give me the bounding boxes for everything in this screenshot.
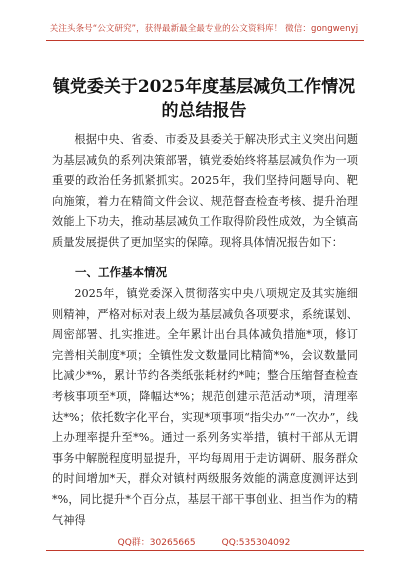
footer-contact xyxy=(0,535,408,548)
header-banner: 关注头条号“公文研究”，获得最新最全最专业的公文资料库！ 微信：gongwenyj xyxy=(49,24,359,34)
footer-qq: QQ:535304092 xyxy=(221,538,291,548)
section1-heading: 一、工作基本情况 xyxy=(75,265,167,279)
header-divider xyxy=(46,40,364,41)
document-title-line2: 的总结报告 xyxy=(161,101,247,121)
document-title-line1: 镇党委关于2025年度基层减负工作情况 xyxy=(52,77,356,97)
footer-qq-group: QQ群：30265665 xyxy=(117,538,196,548)
section1-paragraph: 2025年，镇党委深入贯彻落实中央八项规定及其实施细则精神，严格对标对表上级为基层减负各项要求，系统谋划、周密部署、扎实推进。全年累计出台具体减负措施*项，修订完善相关制度*项；全镇性发文数量同比精简*%，会议数量同比减少*%，累计节约各类纸张耗材约*吨；整合压缩督查检查考核事项至*项，降幅达*%；规范创建示范活动*项，清理率达*%；依托数字化平台，实现*项事项“指尖办”“一次办”，线上办理率提升至*%。通过一系列务实举措，镇村干部从无谓事务中解脱程度明显提升，平均每周用于走访调研、服务群众的时间增加*天，群众对镇村两级服务效能的满意度测评达到*%，同比提升*个百分点，基层干部干事创业、担当作为的精气神得 xyxy=(52,287,358,527)
footer-divider xyxy=(46,550,364,551)
intro-paragraph: 根据中央、省委、市委及县委关于解决形式主义突出问题为基层减负的系列决策部署，镇党委始终将基层减负作为一项重要的政治任务抓紧抓实。2025年，我们坚持问题导向、靶向施策，着力在精简文件会议、规范督查检查考核、提升治理效能上下功夫，推动基层减负工作取得阶段性成效，为全镇高质量发展提供了更加坚实的保障。现将具体情况报告如下： xyxy=(52,133,358,249)
